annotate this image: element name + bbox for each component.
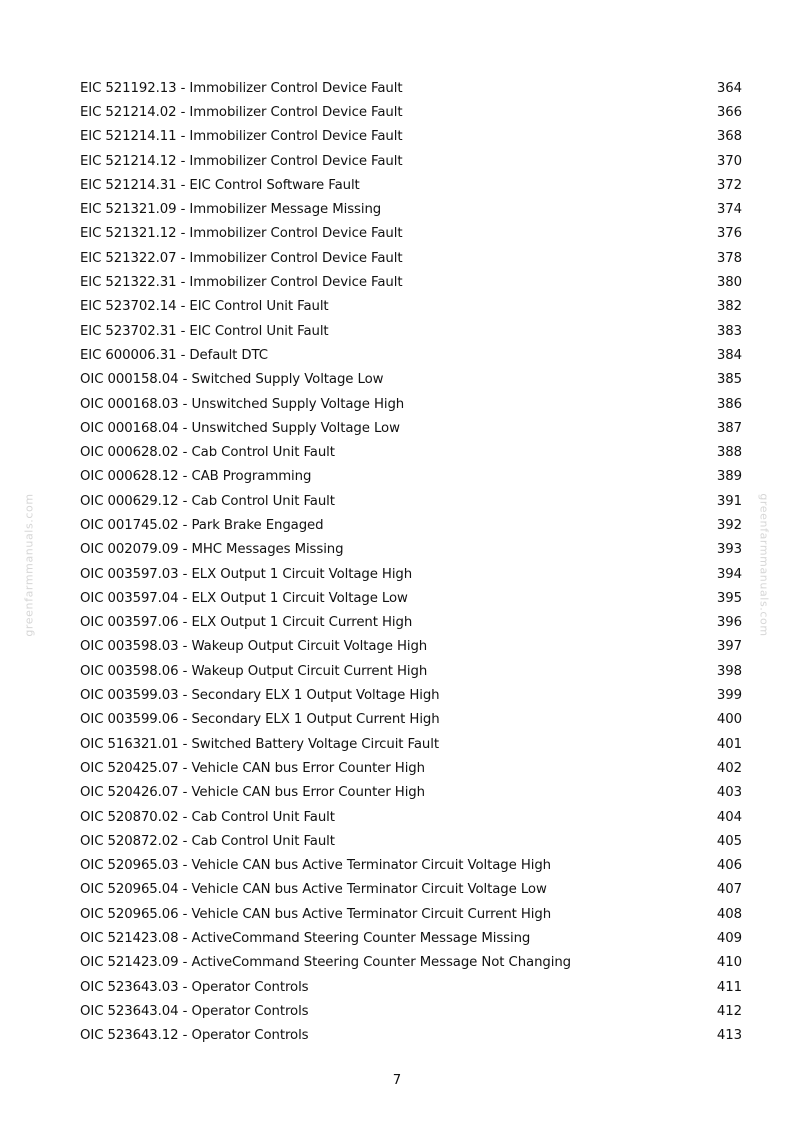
toc-entry[interactable] <box>80 683 742 707</box>
toc-entry-page: 401 <box>716 736 742 752</box>
toc-entry[interactable] <box>80 611 742 635</box>
toc-entry[interactable] <box>80 538 742 562</box>
toc-entry-title[interactable]: EIC 521321.12 - Immobilizer Control Device Fault <box>80 226 403 242</box>
toc-entry-title[interactable]: OIC 520965.03 - Vehicle CAN bus Active Terminator Circuit Voltage High <box>80 858 551 874</box>
toc-entry-page: 370 <box>716 153 742 169</box>
toc-entry-page: 391 <box>716 493 742 509</box>
toc-entry-title[interactable]: OIC 000158.04 - Switched Supply Voltage Low <box>80 372 384 388</box>
toc-entry[interactable] <box>80 829 742 853</box>
toc-entry[interactable] <box>80 149 742 173</box>
toc-entry[interactable] <box>80 100 742 124</box>
toc-entry-page: 397 <box>716 639 742 655</box>
toc-entry-title[interactable]: OIC 003597.03 - ELX Output 1 Circuit Voltage High <box>80 566 413 582</box>
toc-entry[interactable] <box>80 854 742 878</box>
toc-entry[interactable] <box>80 902 742 926</box>
toc-entry[interactable] <box>80 489 742 513</box>
toc-entry-page: 402 <box>716 760 742 776</box>
toc-entry[interactable] <box>80 125 742 149</box>
toc-entry[interactable] <box>80 926 742 950</box>
toc-entry-title[interactable]: OIC 000168.04 - Unswitched Supply Voltage Low <box>80 420 400 436</box>
toc-entry-page: 399 <box>716 688 742 704</box>
toc-entry[interactable] <box>80 222 742 246</box>
toc-entry-page: 400 <box>716 712 742 728</box>
toc-entry-title[interactable]: OIC 520872.02 - Cab Control Unit Fault <box>80 833 335 849</box>
toc-entry-title[interactable]: OIC 523643.12 - Operator Controls <box>80 1028 309 1044</box>
toc-entry-page: 413 <box>716 1028 742 1044</box>
toc-entry-page: 389 <box>716 469 742 485</box>
toc-entry-title[interactable]: OIC 520965.04 - Vehicle CAN bus Active Terminator Circuit Voltage Low <box>80 882 547 898</box>
toc-entry-page: 406 <box>716 858 742 874</box>
toc-entry-title[interactable]: EIC 521214.31 - EIC Control Software Fault <box>80 177 360 193</box>
toc-entry[interactable] <box>80 659 742 683</box>
toc-entry-title[interactable]: OIC 520426.07 - Vehicle CAN bus Error Counter High <box>80 785 425 801</box>
toc-entry[interactable] <box>80 708 742 732</box>
toc-entry-page: 378 <box>716 250 742 266</box>
toc-entry-title[interactable]: OIC 003598.06 - Wakeup Output Circuit Current High <box>80 663 428 679</box>
toc-entry-title[interactable]: EIC 521322.07 - Immobilizer Control Device Fault <box>80 250 403 266</box>
toc-entry-title[interactable]: OIC 002079.09 - MHC Messages Missing <box>80 542 344 558</box>
toc-entry-title[interactable]: EIC 521214.11 - Immobilizer Control Device Fault <box>80 129 403 145</box>
toc-entry-page: 410 <box>716 955 742 971</box>
toc-entry-title[interactable]: EIC 521214.12 - Immobilizer Control Device Fault <box>80 153 403 169</box>
toc-entry-page: 398 <box>716 663 742 679</box>
toc-entry-page: 412 <box>716 1003 742 1019</box>
toc-entry-title[interactable]: EIC 600006.31 - Default DTC <box>80 347 268 363</box>
watermark-left: greenfarmmanuals.com <box>22 493 36 637</box>
toc-entry[interactable] <box>80 732 742 756</box>
toc-entry-title[interactable]: OIC 000628.02 - Cab Control Unit Fault <box>80 445 335 461</box>
toc-entry[interactable] <box>80 951 742 975</box>
toc-entry[interactable] <box>80 319 742 343</box>
toc-entry[interactable] <box>80 756 742 780</box>
toc-entry-page: 405 <box>716 833 742 849</box>
toc-entry-page: 384 <box>716 347 742 363</box>
watermark-right: greenfarmmanuals.com <box>757 493 771 637</box>
toc-entry-page: 385 <box>716 372 742 388</box>
toc-entry-page: 368 <box>716 129 742 145</box>
toc-entry-title[interactable]: OIC 521423.08 - ActiveCommand Steering Counter Message Missing <box>80 931 531 947</box>
toc-entry[interactable] <box>80 197 742 221</box>
toc-entry-title[interactable]: OIC 003597.06 - ELX Output 1 Circuit Current High <box>80 615 413 631</box>
toc-entry[interactable] <box>80 295 742 319</box>
toc-entry-page: 408 <box>716 906 742 922</box>
toc-entry-title[interactable]: EIC 523702.14 - EIC Control Unit Fault <box>80 299 329 315</box>
page-number: 7 <box>392 1073 402 1088</box>
toc-entry-page: 386 <box>716 396 742 412</box>
toc-entry-page: 395 <box>716 590 742 606</box>
toc-entry-title[interactable]: OIC 003599.06 - Secondary ELX 1 Output Current High <box>80 712 440 728</box>
toc-entry[interactable] <box>80 513 742 537</box>
toc-entry[interactable] <box>80 1024 742 1048</box>
toc-entry-title[interactable]: OIC 516321.01 - Switched Battery Voltage Circuit Fault <box>80 736 439 752</box>
toc-entry-page: 403 <box>716 785 742 801</box>
toc-entry-page: 393 <box>716 542 742 558</box>
toc-entry-page: 380 <box>716 275 742 291</box>
toc-entry-page: 388 <box>716 445 742 461</box>
toc-entry-title[interactable]: EIC 521192.13 - Immobilizer Control Device Fault <box>80 80 403 96</box>
toc-entry[interactable] <box>80 343 742 367</box>
table-of-contents <box>80 76 742 1048</box>
toc-entry[interactable] <box>80 975 742 999</box>
toc-entry[interactable] <box>80 635 742 659</box>
toc-entry[interactable] <box>80 562 742 586</box>
toc-entry-title[interactable]: OIC 003597.04 - ELX Output 1 Circuit Voltage Low <box>80 590 408 606</box>
toc-entry-title[interactable]: EIC 521321.09 - Immobilizer Message Missing <box>80 202 382 218</box>
toc-entry-page: 372 <box>716 177 742 193</box>
toc-entry[interactable] <box>80 465 742 489</box>
toc-entry-page: 374 <box>716 202 742 218</box>
toc-entry-title[interactable]: EIC 523702.31 - EIC Control Unit Fault <box>80 323 329 339</box>
toc-entry[interactable] <box>80 878 742 902</box>
toc-entry-title[interactable]: OIC 521423.09 - ActiveCommand Steering Counter Message Not Changing <box>80 955 572 971</box>
toc-entry[interactable] <box>80 781 742 805</box>
toc-entry-title[interactable]: OIC 520870.02 - Cab Control Unit Fault <box>80 809 335 825</box>
toc-entry-page: 376 <box>716 226 742 242</box>
toc-entry-page: 396 <box>716 615 742 631</box>
toc-entry[interactable] <box>80 440 742 464</box>
toc-entry-title[interactable]: OIC 000628.12 - CAB Programming <box>80 469 312 485</box>
toc-entry[interactable] <box>80 246 742 270</box>
toc-entry-page: 394 <box>716 566 742 582</box>
toc-entry-title[interactable]: OIC 523643.03 - Operator Controls <box>80 979 309 995</box>
toc-entry-page: 383 <box>716 323 742 339</box>
toc-entry-title[interactable]: OIC 520425.07 - Vehicle CAN bus Error Counter High <box>80 760 425 776</box>
toc-entry[interactable] <box>80 76 742 100</box>
toc-entry-page: 382 <box>716 299 742 315</box>
toc-entry[interactable] <box>80 368 742 392</box>
toc-entry-page: 407 <box>716 882 742 898</box>
toc-entry-page: 392 <box>716 517 742 533</box>
toc-entry-title[interactable]: OIC 000168.03 - Unswitched Supply Voltage High <box>80 396 405 412</box>
toc-entry[interactable] <box>80 999 742 1023</box>
toc-entry-title[interactable]: OIC 003598.03 - Wakeup Output Circuit Voltage High <box>80 639 428 655</box>
toc-entry-page: 411 <box>716 979 742 995</box>
toc-entry-page: 366 <box>716 104 742 120</box>
toc-entry[interactable] <box>80 586 742 610</box>
toc-entry[interactable] <box>80 270 742 294</box>
toc-entry-page: 404 <box>716 809 742 825</box>
toc-entry-title[interactable]: EIC 521322.31 - Immobilizer Control Device Fault <box>80 275 403 291</box>
toc-entry-page: 364 <box>716 80 742 96</box>
toc-entry-page: 387 <box>716 420 742 436</box>
toc-entry[interactable] <box>80 173 742 197</box>
toc-entry-title[interactable]: OIC 520965.06 - Vehicle CAN bus Active Terminator Circuit Current High <box>80 906 552 922</box>
toc-entry-title[interactable]: OIC 000629.12 - Cab Control Unit Fault <box>80 493 335 509</box>
toc-entry[interactable] <box>80 805 742 829</box>
toc-entry-page: 409 <box>716 931 742 947</box>
toc-entry-title[interactable]: OIC 523643.04 - Operator Controls <box>80 1003 309 1019</box>
toc-entry-title[interactable]: EIC 521214.02 - Immobilizer Control Device Fault <box>80 104 403 120</box>
toc-entry[interactable] <box>80 392 742 416</box>
toc-entry-title[interactable]: OIC 003599.03 - Secondary ELX 1 Output Voltage High <box>80 688 440 704</box>
toc-entry[interactable] <box>80 416 742 440</box>
toc-entry-title[interactable]: OIC 001745.02 - Park Brake Engaged <box>80 517 324 533</box>
